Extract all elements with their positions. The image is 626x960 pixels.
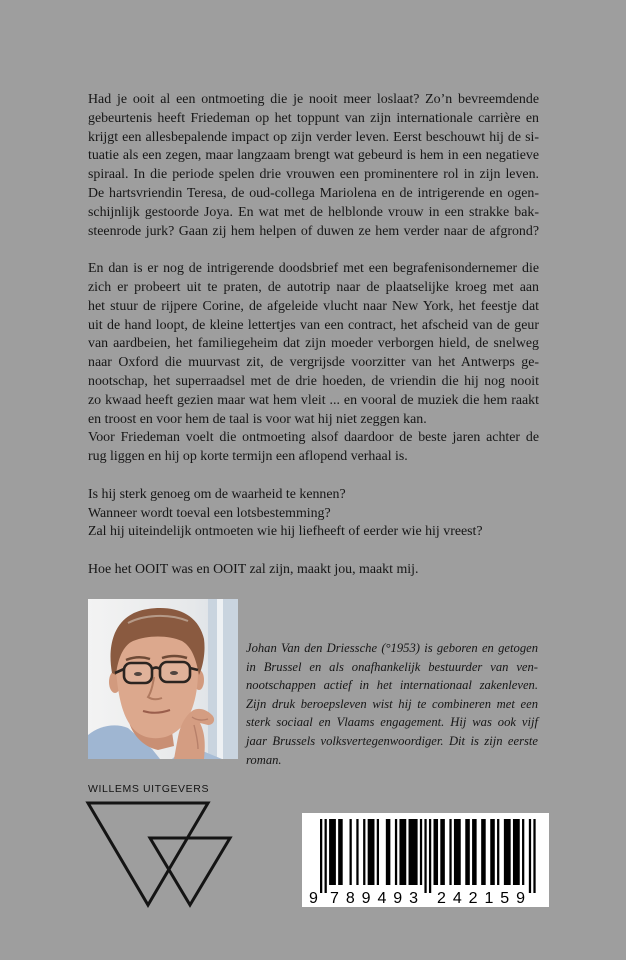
isbn-barcode <box>302 813 549 907</box>
photo-window-frame <box>217 599 223 759</box>
blurb-line: zo kwaad heeft gezien maar wat hem vleit ... en vooral de muziek die hem raakt <box>88 392 539 408</box>
barcode-svg <box>302 813 549 907</box>
barcode-bar <box>522 819 524 885</box>
question-line: Wanneer wordt toeval een lotsbestemming? <box>88 505 331 521</box>
blurb-line: schijnlijk gestoorde Joya. En wat met de helblonde vrouw in een strakke bak- <box>88 204 539 220</box>
barcode-bar <box>497 819 499 885</box>
blurb-line: tuatie als een zegen, maar langzaam brengt wat gebeurd is hem in een negatieve <box>88 148 539 164</box>
barcode-guard-bar <box>424 819 426 893</box>
barcode-guard-bar <box>429 819 431 893</box>
barcode-bar <box>490 819 495 885</box>
barcode-bar <box>449 819 451 885</box>
barcode-bar <box>409 819 418 885</box>
blurb-line: steenrode jurk? Gaan zij hem helpen of duwen ze hem verder naar de afgrond? <box>88 223 539 239</box>
barcode-bar <box>465 819 470 885</box>
blurb-line: En dan is er nog de intrigerende doodsbrief met een begrafenisondernemer die <box>88 261 539 277</box>
bio-line: nootschappen actief in het internationaal zakenleven. <box>246 678 538 693</box>
bio-line: Johan Van den Driessche (°1953) is geboren en getogen <box>246 641 538 655</box>
blurb-closing <box>88 561 539 580</box>
closing-line: Hoe het OOIT was en OOIT zal zijn, maakt jou, maakt mij. <box>88 561 419 577</box>
barcode-lead-digit: 9 <box>309 890 318 907</box>
blurb-line: Had je ooit al een ontmoeting die je nooit meer loslaat? Zo’n bevreemdende <box>88 92 539 107</box>
blurb-paragraph-1 <box>88 91 539 241</box>
question-line: Zal hij uiteindelijk ontmoeten wie hij liefheeft of eerder wie hij vreest? <box>88 524 483 540</box>
barcode-bar <box>420 819 422 885</box>
bio-line: sterk sociaal en Vlaams engagement. Hij was ook vijf <box>246 715 538 730</box>
barcode-bar <box>363 819 365 885</box>
bio-line: in Brussel en als onafhankelijk bestuurder van ven- <box>246 659 538 674</box>
barcode-bar <box>386 819 391 885</box>
author-portrait-icon <box>88 599 238 759</box>
barcode-bar <box>504 819 511 885</box>
barcode-bar <box>399 819 406 885</box>
blurb-line: van aardbeien, het familiegeheim dat zijn moeder verborgen hield, de snelweg <box>88 336 539 352</box>
publisher-name: WILLEMS UITGEVERS <box>88 783 210 795</box>
barcode-bar <box>472 819 477 885</box>
barcode-guard-bar <box>320 819 322 893</box>
barcode-bar <box>329 819 336 885</box>
blurb-line: zich er probeert uit te praten, de autotrip naar de plaatselijke kroeg met aan <box>88 279 539 295</box>
barcode-bar <box>350 819 352 885</box>
barcode-bar <box>395 819 397 885</box>
barcode-bar <box>481 819 486 885</box>
blurb <box>88 91 539 580</box>
blurb-line: en troost en voor hem de taal is voor wat hij niet zeggen kan. <box>88 411 427 427</box>
logo-triangle-large <box>88 803 208 905</box>
barcode-guard-bar <box>533 819 535 893</box>
barcode-bar <box>434 819 439 885</box>
blurb-paragraph-3 <box>88 429 539 467</box>
bio-line: roman. <box>246 752 282 767</box>
barcode-bars <box>320 819 536 893</box>
bio-line: jaar Brussels volksvertegenwoordiger. Dit is zijn eerste <box>246 733 538 748</box>
question-line: Is hij sterk genoeg om de waarheid te kennen? <box>88 486 346 502</box>
barcode-bar <box>440 819 445 885</box>
barcode-bar <box>454 819 461 885</box>
blurb-line: het stuur de rijpere Corine, de afgeleide vlucht naar New York, het feestje dat <box>88 298 539 314</box>
blurb-line: rug liggen en hij op korte termijn een aflopend verhaal is. <box>88 449 408 465</box>
barcode-left-digits: 789493 <box>330 890 418 907</box>
publisher-logo-icon <box>85 798 235 910</box>
barcode-bar <box>368 819 375 885</box>
author-photo <box>88 599 238 759</box>
blurb-line: nootschap, het superraadsel met de drie hoeden, de vriendin die hij nog nooit <box>88 373 539 389</box>
blurb-line: naar Oxford die muurvast zit, de vergrijsde voorzitter van het Antwerps ge- <box>88 355 539 371</box>
barcode-bar <box>356 819 358 885</box>
barcode-bar <box>377 819 379 885</box>
blurb-line: krijgt een allesbepalende impact op zijn verder leven. Eerst beschouwt hij de si- <box>88 129 539 145</box>
blurb-line: De hartsvriendin Teresa, de oud-collega Mariolena en de intrigerende en ogen- <box>88 185 539 201</box>
blurb-paragraph-2 <box>88 260 539 429</box>
bio-line: Zijn druk beroepsleven wist hij te combineren met een <box>246 696 538 711</box>
barcode-right-digits: 242159 <box>437 890 525 907</box>
author-bio <box>246 639 538 769</box>
blurb-questions <box>88 486 539 542</box>
blurb-line: uit de hand loopt, de kleine lettertjes van een contract, het afscheid van de geur <box>88 317 539 333</box>
blurb-line: Voor Friedeman voelt die ontmoeting alsof daardoor de beste jaren achter de <box>88 430 539 446</box>
barcode-bar <box>338 819 343 885</box>
barcode-guard-bar <box>529 819 531 893</box>
blurb-line: spiraal. In die periode spelen drie vrouwen een prominentere rol in zijn leven. <box>88 167 539 183</box>
barcode-guard-bar <box>325 819 327 893</box>
blurb-line: gebeurtenis heeft Friedeman op het toppunt van zijn internationale carrière en <box>88 110 539 126</box>
logo-triangle-small <box>150 838 230 905</box>
barcode-bar <box>513 819 520 885</box>
